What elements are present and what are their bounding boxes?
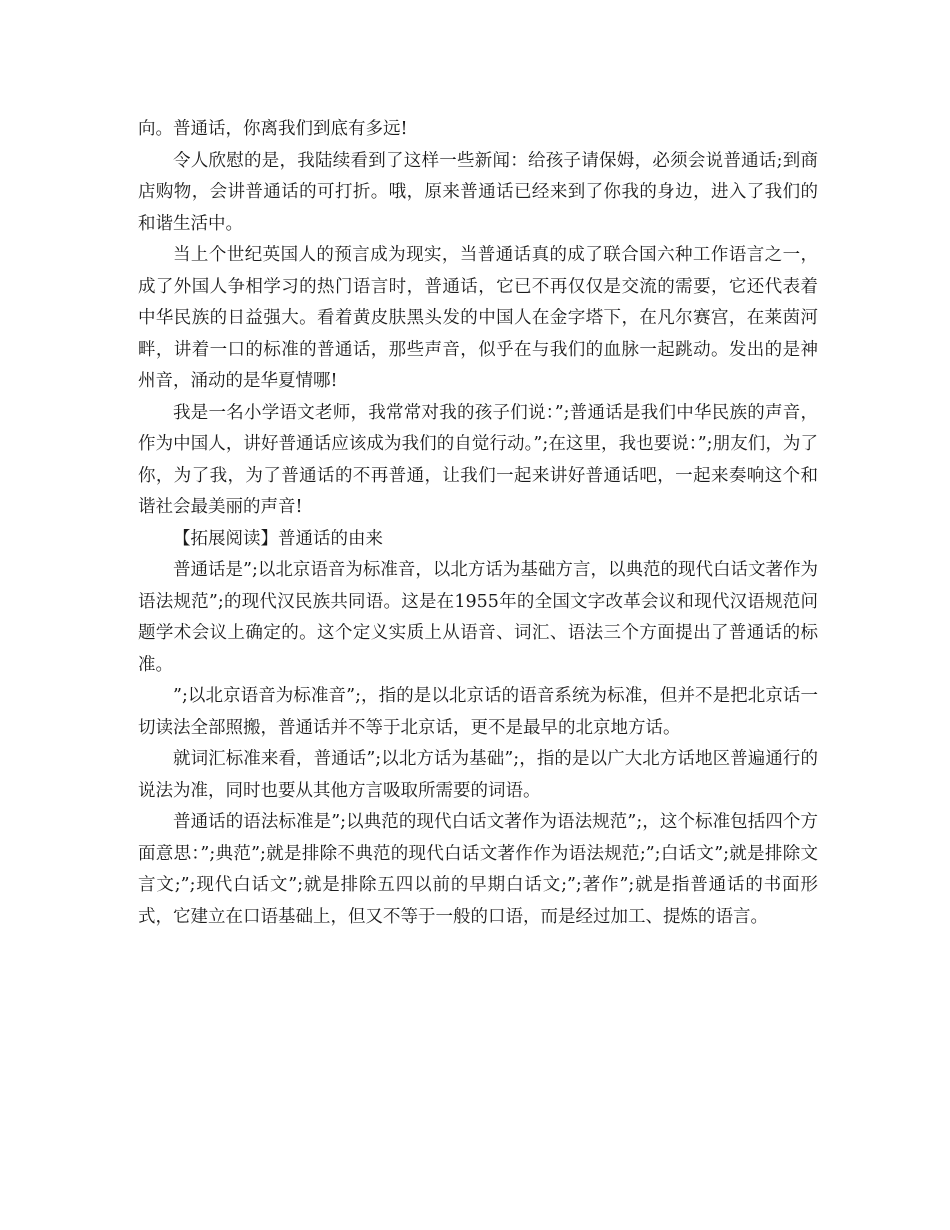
document-body: [138, 114, 818, 933]
section-heading: 【拓展阅读】普通话的由来: [173, 528, 383, 549]
paragraph: ”;以北京语音为标准音”;，指的是以北京话的语音系统为标准，但并不是把北京话一切读法全部照搬，普通话并不等于北京话，更不是最早的北京地方话。: [138, 686, 818, 738]
paragraph: 当上个世纪英国人的预言成为现实，当普通话真的成了联合国六种工作语言之一，成了外国人争相学习的热门语言时，普通话，它已不再仅仅是交流的需要，它还代表着中华民族的日益强大。看着黄皮肤黑头发的中国人在金字塔下，在凡尔赛宫，在莱茵河畔，讲着一口的标准的普通话，那些声音，似乎在与我们的血脉一起跳动。发出的是神州音，涌动的是华夏情哪!: [138, 245, 818, 391]
paragraph: 就词汇标准来看，普通话”;以北方话为基础”;，指的是以广大北方话地区普遍通行的说法为准，同时也要从其他方言吸取所需要的词语。: [138, 749, 818, 801]
paragraph: 我是一名小学语文老师，我常常对我的孩子们说：”;普通话是我们中华民族的声音，作为中国人，讲好普通话应该成为我们的自觉行动。”;在这里，我也要说：”;朋友们，为了你，为了我，为了普通话的不再普通，让我们一起来讲好普通话吧，一起来奏响这个和谐社会最美丽的声音!: [138, 402, 818, 517]
paragraph-continued: 向。普通话，你离我们到底有多远!: [138, 119, 408, 139]
paragraph: 令人欣慰的是，我陆续看到了这样一些新闻：给孩子请保姆，必须会说普通话;到商店购物，会讲普通话的可打折。哦，原来普通话已经来到了你我的身边，进入了我们的和谐生活中。: [138, 150, 818, 234]
paragraph: 普通话是”;以北京语音为标准音，以北方话为基础方言，以典范的现代白话文著作为语法规范”;的现代汉民族共同语。这是在1955年的全国文字改革会议和现代汉语规范问题学术会议上确定的。这个定义实质上从语音、词汇、语法三个方面提出了普通话的标准。: [138, 560, 818, 675]
paragraph: 普通话的语法标准是”;以典范的现代白话文著作为语法规范”;，这个标准包括四个方面意思：”;典范”;就是排除不典范的现代白话文著作作为语法规范;”;白话文”;就是排除文言文;”;现代白话文”;就是排除五四以前的早期白话文;”;著作”;就是指普通话的书面形式，它建立在口语基础上，但又不等于一般的口语，而是经过加工、提炼的语言。: [138, 812, 818, 927]
